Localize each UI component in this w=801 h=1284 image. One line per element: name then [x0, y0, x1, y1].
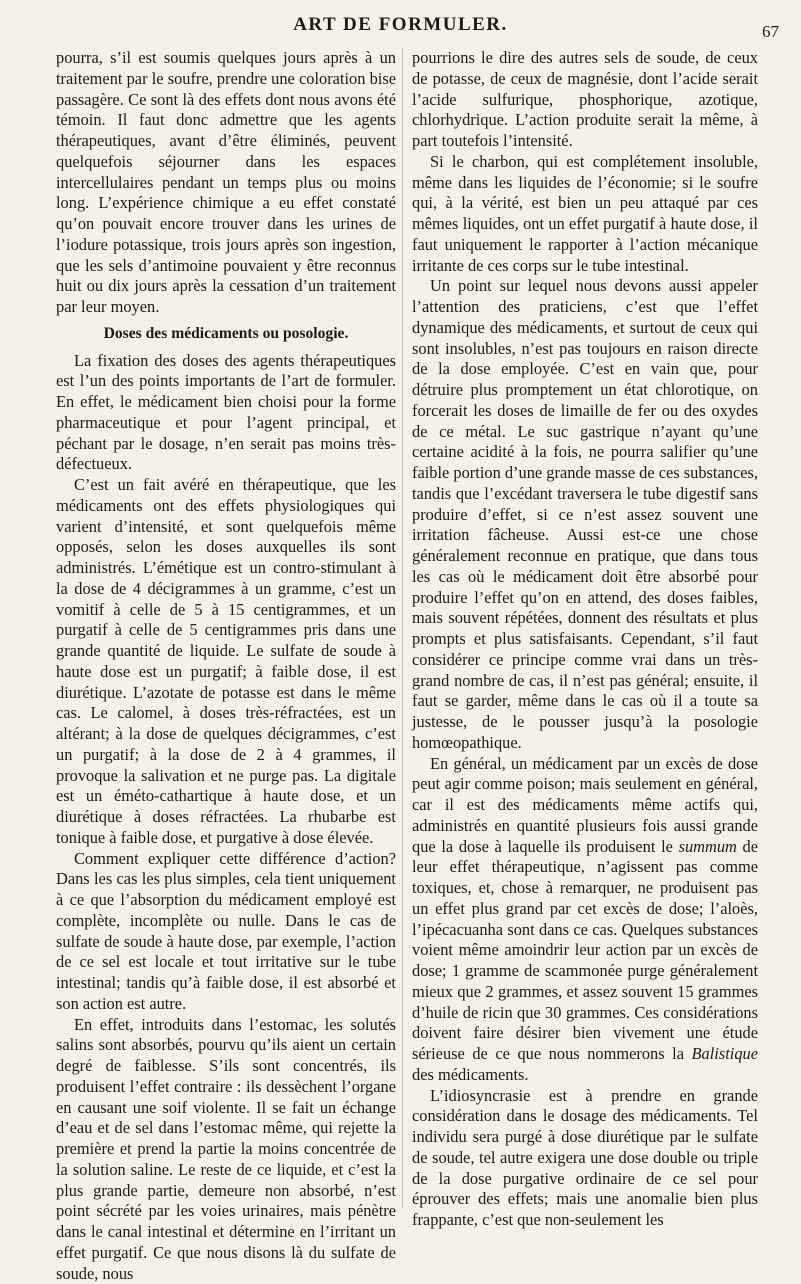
- paragraph: C’est un fait avéré en thérapeutique, que les médicaments ont des effets physiologiques qui varient d’intensité, et sont quelquefois même opposés, selon les doses auxquelles ils sont administrés. L’émétique est un contro-stimulant à la dose de 4 décigrammes à un gramme, c’est un vomitif à celle de 5 à 15 centigrammes, et un purgatif à celle de 5 centigrammes pris dans une grande quantité de liquide. Le sulfate de soude à haute dose est un purgatif; à faible dose, il est diurétique. L’azotate de potasse est dans le même cas. Le calomel, à doses très-réfractées, est un altérant; à la dose de quelques décigrammes, c’est un purgatif; à la dose de 2 à 4 grammes, il provoque la salivation et ne purge pas. La digitale est un éméto-cathartique à haute dose, et un diurétique à doses réfractées. La rhubarbe est tonique à faible dose, et purgative à dose élevée.: [56, 475, 396, 849]
- paragraph: [412, 754, 758, 1086]
- paragraph: pourrions le dire des autres sels de soude, de ceux de potasse, de ceux de magnésie, dont l’acide serait l’acide sulfurique, phosphorique, azotique, chlorhydrique. L’action produite serait la même, à part toutefois l’intensité.: [412, 48, 758, 152]
- right-column: [412, 48, 758, 1231]
- paragraph: En effet, introduits dans l’estomac, les solutés salins sont absorbés, pourvu qu’ils aient un certain degré de faiblesse. S’ils sont concentrés, ils produisent l’effet contraire : ils dessèchent l’organe en causant une soif violente. Il se fait un échange d’eau et de sel dans l’estomac même, qui rejette la première et prend la partie la moins concentrée de la solution saline. Le reste de ce liquide, et c’est la plus grande partie, demeure non absorbé, n’est point sécrété par les voies urinaires, mais pénètre dans le canal intestinal et détermine en l’irritant un effet purgatif. Ce que nous disons là du sulfate de soude, nous: [56, 1015, 396, 1284]
- section-heading: Doses des médicaments ou posologie.: [56, 324, 396, 345]
- italic-term: Balistique: [692, 1044, 758, 1063]
- column-gutter: [402, 48, 403, 1208]
- page-number: 67: [762, 22, 779, 42]
- paragraph: pourra, s’il est soumis quelques jours après à un traitement par le soufre, prendre une coloration bise passagère. Ce sont là des effets dont nous avons été témoin. Il faut donc admettre que les agents thérapeutiques, avant d’être éliminés, peuvent quelquefois séjourner dans les espaces intercellulaires pendant un temps plus ou moins long. L’expérience chimique a eu effet constaté qu’on pouvait encore trouver dans les urines de l’iodure potassique, trois jours après son ingestion, que les sels d’antimoine pouvaient y être reconnus huit ou dix jours après la cessation d’un traitement par leur moyen.: [56, 48, 396, 318]
- running-head: [0, 8, 801, 40]
- left-column: [56, 48, 396, 1284]
- text-run: des médicaments.: [412, 1065, 529, 1084]
- paragraph: La fixation des doses des agents thérapeutiques est l’un des points importants de l’art de formuler. En effet, le médicament bien choisi pour la forme pharmaceutique et pour l’agent principal, et péchant par le dosage, n’en serait pas moins très-défectueux.: [56, 351, 396, 476]
- running-title: ART DE FORMULER.: [0, 14, 801, 36]
- paragraph: Un point sur lequel nous devons aussi appeler l’attention des praticiens, c’est que l’effet dynamique des médicaments, et surtout de ceux qui sont insolubles, n’est pas toujours en raison directe de la dose employée. C’est en vain que, pour détruire plus promptement un état chlorotique, on forcerait les doses de limaille de fer ou des oxydes de ce métal. Le suc gastrique n’ayant qu’une certaine acidité à la fois, ne pourra salifier qu’une faible portion d’une grande masse de ces substances, tandis que l’excédant traversera le tube digestif sans produire d’effet, si ce n’est assez souvent une irritation fâcheuse. Aussi est-ce une chose généralement reconnue en pratique, que dans tous les cas où le médicament doit être absorbé pour produire l’effet qu’on en attend, des doses faibles, mais souvent répétées, donnent des résultats et plus prompts et plus satisfaisants. Cependant, s’il faut considérer ce principe comme vrai dans un très-grand nombre de cas, il n’est pas général; ensuite, il faut se garder, même dans le cas où il a toute sa justesse, de le pousser jusqu’à la posologie homœopathique.: [412, 276, 758, 753]
- paragraph: L’idiosyncrasie est à prendre en grande considération dans le dosage des médicaments. Tel individu sera purgé à dose diurétique par le sulfate de soude, tel autre exigera une dose double ou triple de la dose purgative ordinaire de ce sel pour éprouver des effets; mais une anomalie bien plus frappante, c’est que non-seulement les: [412, 1086, 758, 1231]
- text-run: de leur effet thérapeutique, n’agissent pas comme toxiques, et, chose à remarquer, ne produisent pas un effet plus grand par cet excès de dose; l’aloès, l’ipécacuanha sont dans ce cas. Quelques substances voient même amoindrir leur action par un excès de dose; 1 gramme de scammonée purge généralement mieux que 2 grammes, et assez souvent 15 grammes d’huile de ricin que 30 grammes. Ces considérations doivent faire désirer bien vivement une étude sérieuse de ce que nous nommerons la: [412, 837, 758, 1064]
- text-run: En général, un médicament par un excès de dose peut agir comme poison; mais seulement en général, car il est des médicaments même actifs qui, administrés en quantité plusieurs fois aussi grande que la dose à laquelle ils produisent le: [412, 754, 758, 856]
- paragraph: Si le charbon, qui est complétement insoluble, même dans les liquides de l’économie; si le soufre qui, à la vérité, est bien un peu attaqué par ces mêmes liquides, ont un effet purgatif à haute dose, il faut uniquement le rapporter à l’action mécanique irritante de ces corps sur le tube intestinal.: [412, 152, 758, 277]
- italic-term: summum: [679, 837, 737, 856]
- paragraph: Comment expliquer cette différence d’action? Dans les cas les plus simples, cela tient uniquement à ce que l’absorption du médicament employé est complète, incomplète ou nulle. Dans le cas de sulfate de soude à haute dose, par exemple, l’action de ce sel est locale et tout irritative sur le tube intestinal; tandis qu’à faible dose, il est absorbé et son action est autre.: [56, 849, 396, 1015]
